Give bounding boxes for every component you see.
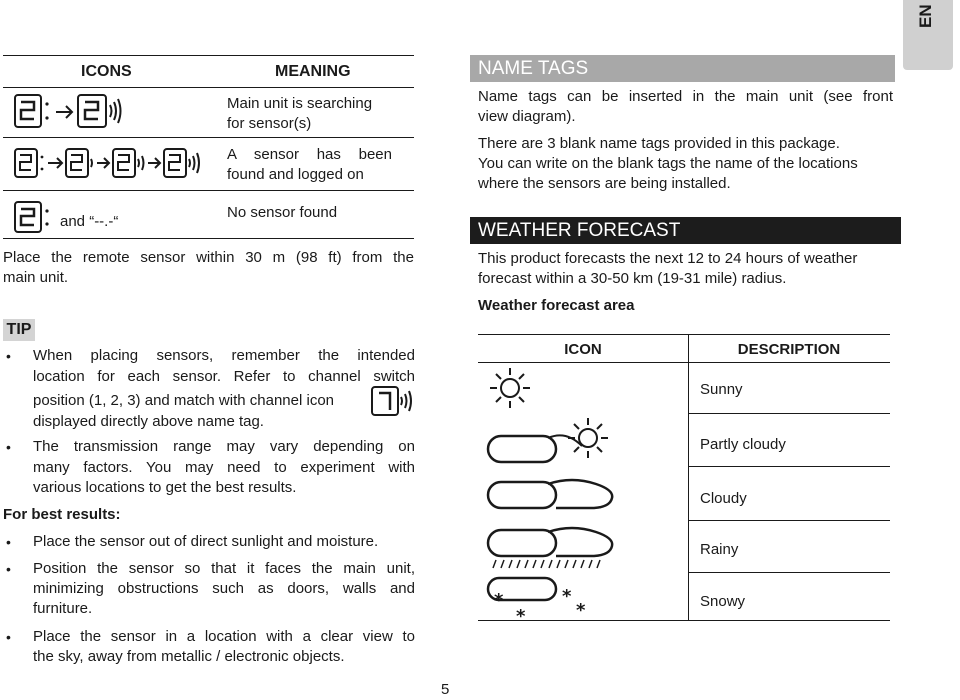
place-sensor-line2: main unit. [3, 269, 69, 286]
bullet-icon: • [6, 348, 11, 364]
forecast-row-rule [688, 572, 890, 573]
description-column-header: DESCRIPTION [737, 341, 841, 358]
name-tags-p1-line2: view diagram). [478, 108, 576, 125]
bullet-icon: • [6, 561, 11, 577]
forecast-row-rule [688, 466, 890, 467]
best-results-heading: For best results: [3, 506, 121, 523]
best2-line3: furniture. [33, 600, 93, 617]
meaning-logged-on-line1: A sensor has been [227, 146, 392, 163]
best1-text: Place the sensor out of direct sunlight and moisture. [33, 533, 379, 550]
bullet-icon: • [6, 439, 11, 455]
svg-text:*: * [494, 590, 504, 611]
icon-column-header: ICON [564, 341, 602, 358]
meaning-no-sensor: No sensor found [227, 204, 338, 221]
table-row-rule [3, 137, 414, 138]
channel-searching-icon [14, 94, 124, 130]
weather-forecast-heading: WEATHER FORECAST [470, 217, 901, 244]
weather-forecast-line2: forecast within a 30-50 km (19-31 mile) radius. [478, 270, 787, 287]
table-header-rule [3, 87, 414, 88]
place-sensor-line1: Place the remote sensor within 30 m (98 ft) from the [3, 249, 414, 266]
forecast-desc-rainy: Rainy [700, 541, 739, 558]
svg-text:*: * [562, 586, 572, 607]
forecast-row-rule [688, 520, 890, 521]
table-row-rule [3, 190, 414, 191]
name-tags-heading: NAME TAGS [470, 55, 895, 82]
meaning-column-header: MEANING [275, 63, 351, 80]
bullet-icon: • [6, 629, 11, 645]
no-sensor-icon-suffix: and “--.-“ [60, 213, 119, 230]
forecast-desc-snowy: Snowy [700, 593, 746, 610]
tip1-line1: When placing sensors, remember the intended [33, 347, 415, 364]
name-tags-p2-line3: where the sensors are being installed. [478, 175, 731, 192]
svg-text:*: * [576, 600, 586, 621]
snow-icon [486, 576, 596, 627]
tip2-line3: various locations to get the best results. [33, 479, 297, 496]
svg-text:*: * [516, 606, 526, 627]
table-top-rule [3, 55, 414, 56]
bullet-icon: • [6, 534, 11, 550]
best3-line1: Place the sensor in a location with a clear view to [33, 628, 415, 645]
tip2-line2: many factors. You may need to experiment with [33, 459, 415, 476]
weather-forecast-area-label: Weather forecast area [478, 297, 635, 314]
cloud-icon [486, 474, 626, 514]
best3-line2: the sky, away from metallic / electronic objects. [33, 648, 345, 665]
cloud-sun-icon [486, 416, 616, 466]
language-tab-label: EN [916, 4, 935, 28]
channel-1-icon [371, 386, 417, 416]
name-tags-p2-line1: There are 3 blank name tags provided in this package. [478, 135, 840, 152]
forecast-table-top-rule [478, 334, 890, 335]
forecast-table-header-rule [478, 362, 890, 363]
channel-no-sensor-icon [14, 201, 54, 235]
meaning-searching-line1: Main unit is searching [227, 95, 373, 112]
icons-column-header: ICONS [81, 63, 132, 80]
best2-line1: Position the sensor so that it faces the main unit, [33, 560, 415, 577]
forecast-desc-sunny: Sunny [700, 381, 743, 398]
tip2-line1: The transmission range may vary depending on [33, 438, 415, 455]
tip-badge: TIP [3, 319, 35, 341]
tip1-line3: position (1, 2, 3) and match with channel icon [33, 392, 335, 409]
forecast-table-divider [688, 334, 689, 620]
channel-logged-on-icon [14, 148, 204, 180]
table-bottom-rule [3, 238, 414, 239]
weather-forecast-line1: This product forecasts the next 12 to 24 hours of weather [478, 250, 858, 267]
name-tags-p2-line2: You can write on the blank tags the name of the locations [478, 155, 858, 172]
meaning-searching-line2: for sensor(s) [227, 115, 312, 132]
tip1-line2: location for each sensor. Refer to channel switch [33, 368, 415, 385]
tip1-line4: displayed directly above name tag. [33, 413, 264, 430]
sun-icon [486, 366, 534, 410]
forecast-desc-cloudy: Cloudy [700, 490, 747, 507]
best2-line2: minimizing obstructions such as doors, walls and [33, 580, 415, 597]
meaning-logged-on-line2: found and logged on [227, 166, 364, 183]
name-tags-p1-line1: Name tags can be inserted in the main unit (see front [478, 88, 893, 105]
page-number: 5 [441, 681, 450, 698]
forecast-desc-partly-cloudy: Partly cloudy [700, 436, 786, 453]
forecast-row-rule [688, 413, 890, 414]
rain-icon [486, 526, 626, 572]
forecast-table-bottom-rule [478, 620, 890, 621]
